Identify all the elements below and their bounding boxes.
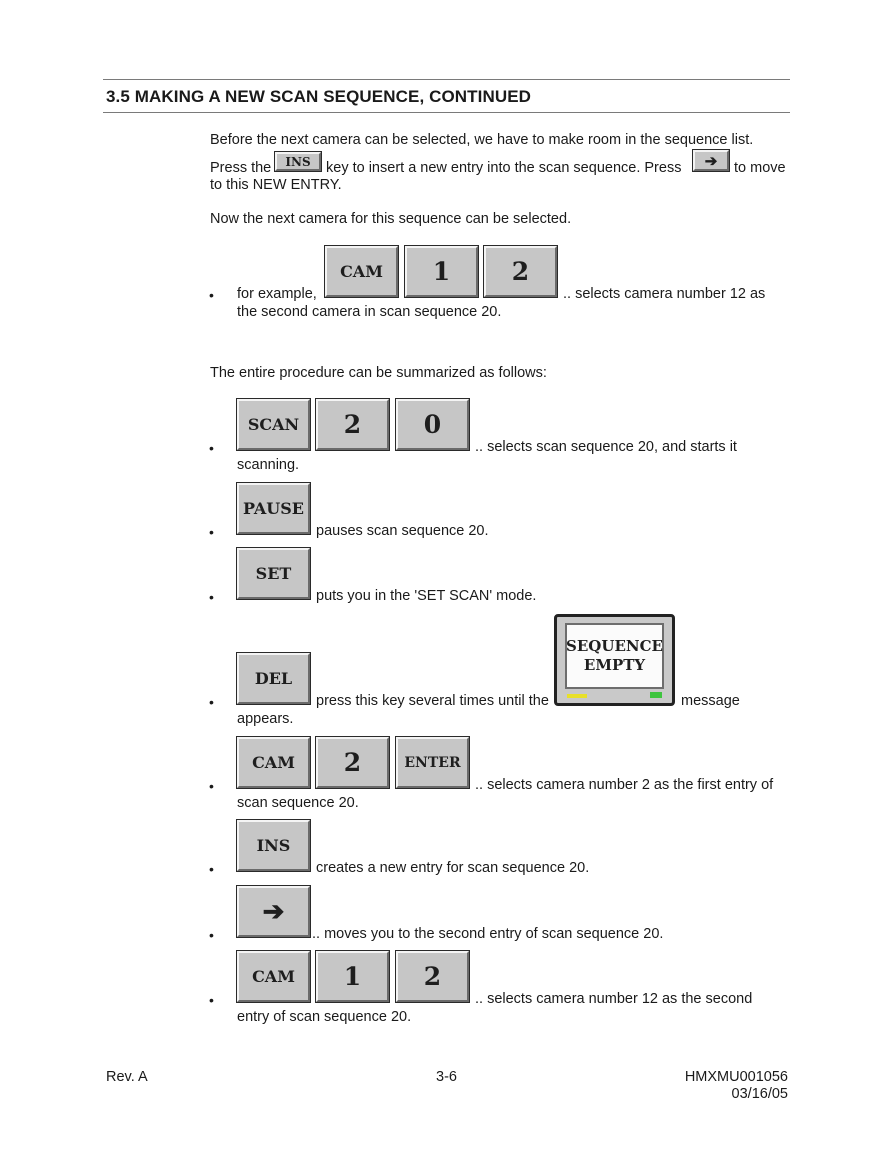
step-1-text-2: scanning. [237,457,300,473]
bullet-step-3: • [209,589,214,605]
scan-key[interactable]: SCAN [237,399,310,450]
intro-insert-text: key to insert a new entry into the scan sequence. Press [326,160,682,176]
bullet-step-8: • [209,992,214,1008]
bullet-step-7: • [209,927,214,943]
intro-press-the: Press the [210,160,272,176]
step-6-text: creates a new entry for scan sequence 20. [316,860,590,876]
step-2-text: pauses scan sequence 20. [316,523,489,539]
right-arrow-icon: ➔ [262,896,285,927]
footer-revision: Rev. A [106,1069,148,1085]
footer-date: 03/16/05 [731,1086,788,1102]
display-line-1: SEQUENCE [566,637,663,655]
ins-key[interactable]: INS [237,820,310,871]
green-led-icon [650,692,662,698]
intro-to-move: to move [734,160,786,176]
digit-2-key[interactable]: 2 [396,951,469,1002]
step-5-text-2: scan sequence 20. [237,795,359,811]
step-1-text: .. selects scan sequence 20, and starts it [475,439,737,455]
right-arrow-key-inline[interactable] [693,150,729,171]
sequence-empty-display [554,614,675,706]
digit-1-key[interactable]: 1 [316,951,389,1002]
bullet-step-1: • [209,440,214,456]
example-prefix: for example, [237,286,317,302]
bullet-step-5: • [209,778,214,794]
del-key[interactable]: DEL [237,653,310,704]
cam-key[interactable]: CAM [325,246,398,297]
step-3-text: puts you in the 'SET SCAN' mode. [316,588,537,604]
intro-line-4: Now the next camera for this sequence can be selected. [210,211,572,227]
digit-2-key[interactable]: 2 [316,737,389,788]
top-rule [103,79,790,80]
bullet-step-2: • [209,524,214,540]
ins-key-inline[interactable]: INS [275,152,321,171]
digit-0-key[interactable]: 0 [396,399,469,450]
footer-page-number: 3-6 [436,1069,457,1085]
right-arrow-key[interactable] [237,886,310,937]
yellow-led-icon [567,694,587,698]
step-8-text-2: entry of scan sequence 20. [237,1009,412,1025]
step-8-text: .. selects camera number 12 as the second [475,991,753,1007]
summary-intro: The entire procedure can be summarized as follows: [210,365,547,381]
heading-underline [103,112,790,113]
step-5-text: .. selects camera number 2 as the first entry of [475,777,774,793]
digit-1-key[interactable]: 1 [405,246,478,297]
section-heading: 3.5 MAKING A NEW SCAN SEQUENCE, CONTINUED [106,87,532,106]
set-key[interactable]: SET [237,548,310,599]
example-suffix: .. selects camera number 12 as [563,286,766,302]
bullet-step-4: • [209,694,214,710]
display-screen [565,623,664,689]
intro-line-1: Before the next camera can be selected, we have to make room in the sequence list. [210,132,754,148]
intro-line-3: to this NEW ENTRY. [210,177,342,193]
step-4-text: press this key several times until the [316,693,549,709]
example-line-2: the second camera in scan sequence 20. [237,304,502,320]
digit-2-key[interactable]: 2 [484,246,557,297]
right-arrow-icon: ➔ [704,151,718,170]
step-4-text-after: message [681,693,740,709]
digit-2-key[interactable]: 2 [316,399,389,450]
cam-key[interactable]: CAM [237,737,310,788]
bullet-example: • [209,287,214,303]
step-7-text: .. moves you to the second entry of scan sequence 20. [312,926,664,942]
footer-doc-id: HMXMU001056 [684,1069,788,1085]
cam-key[interactable]: CAM [237,951,310,1002]
bullet-step-6: • [209,861,214,877]
pause-key[interactable]: PAUSE [237,483,310,534]
step-4-text-2: appears. [237,711,294,727]
enter-key[interactable]: ENTER [396,737,469,788]
display-line-2: EMPTY [583,656,646,674]
